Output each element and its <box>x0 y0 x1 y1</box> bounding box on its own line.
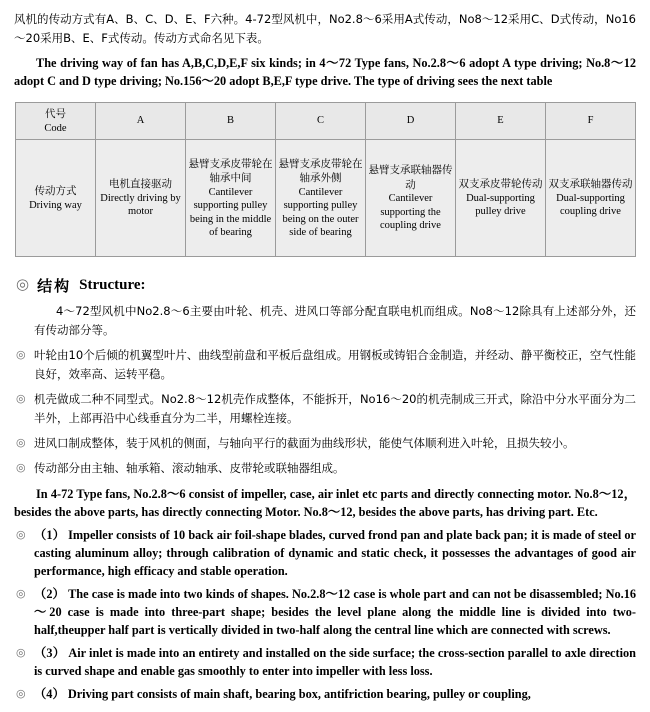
table-cell-e <box>456 140 546 257</box>
intro-paragraph-zh: 风机的传动方式有A、B、C、D、E、F六种。4-72型风机中，No2.8～6采用A式传动，No8～12采用C、D式传动，No16～20采用B、E、F式传动。传动方式命名见下表。 <box>14 12 636 45</box>
cell-en: Cantilever supporting pulley being in the middle of bearing <box>189 186 272 238</box>
list-item <box>14 434 636 453</box>
table-header-a <box>96 103 186 140</box>
table-cell-f <box>546 140 636 257</box>
list-item-text: 机壳做成二种不同型式。No2.8～12机壳作成整体，不能拆开，No16～20的机壳制成三开式，除沿中分水平面分为二半外，上部再沿中心线垂直分为二半，用螺栓连接。 <box>34 392 636 425</box>
table-header-e <box>456 103 546 140</box>
cell-zh: 悬臂支承皮带轮在轴承外侧 <box>278 157 363 184</box>
cell-en: Cantilever supporting the coupling drive <box>380 193 441 232</box>
intro-paragraph-en: The driving way of fan has A,B,C,D,E,F six kinds; in 4～72 Type fans, No.2.8～6 adopt A type driving; No.8～12 adopt C and D type driving; No.156～20 adopt B,E,F type drive. The type of driving sees the next table <box>14 56 636 88</box>
table-header-c <box>276 103 366 140</box>
list-item-text <box>34 585 636 639</box>
list-bullet-icon: ◎ <box>16 437 26 449</box>
list-item-body: Air inlet is made into an entirety and installed on the side surface; the cross-section parallel to axle direction is curved shape and enable gas smoothly to enter into impeller with less loss. <box>34 646 636 678</box>
list-bullet-icon: ◎ <box>16 529 26 541</box>
table-cell-b <box>186 140 276 257</box>
header-label: F <box>587 115 594 127</box>
list-bullet-icon: ◎ <box>16 393 26 405</box>
cell-zh: 双支承联轴器传动 <box>548 178 633 191</box>
list-item-text: 进风口制成整体，装于风机的侧面，与轴向平行的截面为曲线形状，能使气体顺利进入叶轮，且损失较小。 <box>34 436 575 450</box>
cell-en: Directly driving by motor <box>100 192 181 218</box>
table-header-f <box>546 103 636 140</box>
header-label: C <box>316 115 324 127</box>
list-item-text <box>34 526 636 580</box>
list-item <box>14 390 636 428</box>
section-title-en: Structure: <box>79 277 146 293</box>
list-item-number: （3） <box>34 646 66 660</box>
list-item-text: 4～72型风机中No2.8～6主要由叶轮、机壳、进风口等部分配直联电机而组成。No8～12除具有上述部分外，还有传动部分等。 <box>34 304 636 337</box>
section-title-zh: 结构 <box>37 277 72 295</box>
table-header-code <box>16 103 96 140</box>
table-header-b <box>186 103 276 140</box>
driving-type-table <box>15 102 636 257</box>
list-item-body: Driving part consists of main shaft, bearing box, antifriction bearing, pulley or coupling, <box>67 687 531 701</box>
list-bullet-icon: ◎ <box>16 588 26 600</box>
cell-en: Dual-supporting coupling drive <box>556 192 625 218</box>
list-item-number: （4） <box>34 687 65 701</box>
table-header-row <box>16 103 636 140</box>
list-bullet-icon: ◎ <box>16 462 26 474</box>
list-item <box>14 302 636 340</box>
table-cell-d <box>366 140 456 257</box>
header-label: D <box>406 115 415 127</box>
list-item-number: （1） <box>34 528 65 542</box>
section-bullet-icon: ◎ <box>16 277 30 293</box>
cell-zh: 电机直接驱动 <box>109 178 172 191</box>
list-bullet-icon: ◎ <box>16 688 26 700</box>
section-heading-structure <box>16 275 636 296</box>
table-row <box>16 140 636 257</box>
list-item <box>14 585 636 639</box>
cell-en: Dual-supporting pulley drive <box>466 192 535 218</box>
list-item-body: The case is made into two kinds of shapes. No.2.8～12 case is whole part and can not be disassembled; No.16～20 case is made into three-part shape; besides the level plane along the middle line is divided into two-half,theupper half part is vertically divided in two-half along the central line which are connected with screws. <box>34 587 636 637</box>
list-item <box>14 644 636 680</box>
cell-en: Cantilever supporting pulley being on the outer side of bearing <box>282 186 359 238</box>
header-code-en: Code <box>44 122 67 134</box>
table-header-d <box>366 103 456 140</box>
list-item <box>14 685 636 703</box>
list-item <box>14 526 636 580</box>
row-label-en: Driving way <box>29 199 82 211</box>
list-item-text <box>34 685 636 703</box>
table-cell-a <box>96 140 186 257</box>
list-item <box>14 459 636 478</box>
list-item <box>14 346 636 384</box>
header-label: E <box>497 115 504 127</box>
row-label-driving-way <box>16 140 96 257</box>
english-intro-paragraph: In 4-72 Type fans, No.2.8～6 consist of impeller, case, air inlet etc parts and directly connecting motor. No.8～12，besides the above parts, has directly connecting Motor. No.8～12, besides the above parts, has driving part. Etc. <box>14 487 636 519</box>
cell-zh: 悬臂支承联轴器传动 <box>368 164 453 191</box>
header-label: A <box>136 115 145 127</box>
list-item-text: 叶轮由10个后倾的机翼型叶片、曲线型前盘和平板后盘组成。用钢板或铸铝合金制造，并经动、静平衡校正，空气性能良好，效率高、运转平稳。 <box>34 348 636 381</box>
cell-zh: 悬臂支承皮带轮在轴承中间 <box>188 157 273 184</box>
list-item-text <box>34 644 636 680</box>
list-bullet-icon: ◎ <box>16 647 26 659</box>
row-label-zh: 传动方式 <box>34 185 77 197</box>
list-item-body: Impeller consists of 10 back air foil-shape blades, curved frond pan and plate back pan; it is made of steel or casting aluminum alloy; through calibration of dynamic and static check, it possesses the advantages of good air performance, high efficacy and stable operation. <box>34 528 637 578</box>
table-cell-c <box>276 140 366 257</box>
cell-zh: 双支承皮带轮传动 <box>458 178 543 191</box>
list-item-number: （2） <box>34 587 65 601</box>
header-code-zh: 代号 <box>45 108 66 120</box>
list-item-text: 传动部分由主轴、轴承箱、滚动轴承、皮带轮或联轴器组成。 <box>34 461 345 475</box>
header-label: B <box>226 115 234 127</box>
list-bullet-icon: ◎ <box>16 349 26 361</box>
